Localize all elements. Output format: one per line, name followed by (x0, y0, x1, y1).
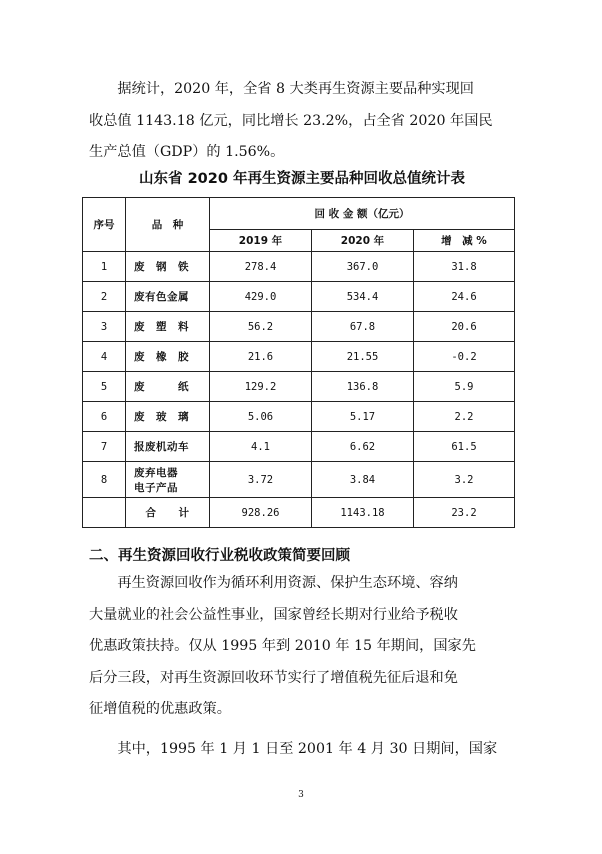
cell-change: 5.9 (414, 372, 515, 402)
cell-change: 31.8 (414, 252, 515, 282)
text-line: 后分三段，对再生资源回收环节实行了增值税先征后退和免 (89, 669, 458, 686)
cell-category-line: 废弃电器 (134, 466, 178, 479)
cell-total-label: 合 计 (126, 498, 210, 528)
cell-2019: 21.6 (210, 342, 312, 372)
text-line: 生产总值（GDP）的 1.56%。 (89, 144, 285, 160)
table-row (83, 312, 515, 342)
cell-change: -0.2 (414, 342, 515, 372)
cell-2019: 429.0 (210, 282, 312, 312)
section2-paragraph-2 (89, 734, 515, 766)
header-2020: 2020 年 (312, 230, 414, 252)
cell-2020: 136.8 (312, 372, 414, 402)
cell-index: 8 (83, 462, 126, 498)
table-row (83, 402, 515, 432)
cell-category: 废 塑 料 (126, 312, 210, 342)
cell-2019: 278.4 (210, 252, 312, 282)
cell-category: 废有色金属 (126, 282, 210, 312)
table-row (83, 432, 515, 462)
text-line: 收总值 1143.18 亿元，同比增长 23.2%，占全省 2020 年国民 (89, 112, 493, 129)
cell-category: 废 橡 胶 (126, 342, 210, 372)
section-heading: 二、再生资源回收行业税收政策简要回顾 (89, 548, 350, 564)
cell-2019: 4.1 (210, 432, 312, 462)
table-row (83, 462, 515, 498)
cell-2019: 928.26 (210, 498, 312, 528)
cell-2019: 56.2 (210, 312, 312, 342)
header-amount-group: 回 收 金 额（亿元） (210, 198, 515, 230)
section2-paragraph (89, 568, 515, 726)
cell-index: 5 (83, 372, 126, 402)
statistics-table (82, 197, 515, 528)
table-row (83, 252, 515, 282)
table-header-row (83, 198, 515, 230)
cell-change: 3.2 (414, 462, 515, 498)
cell-2020: 3.84 (312, 462, 414, 498)
header-2019: 2019 年 (210, 230, 312, 252)
cell-change: 20.6 (414, 312, 515, 342)
table-caption: 山东省 2020 年再生资源主要品种回收总值统计表 (139, 171, 465, 187)
cell-index: 1 (83, 252, 126, 282)
cell-change: 2.2 (414, 402, 515, 432)
header-category: 品 种 (126, 198, 210, 252)
text-line: 再生资源回收作为循环利用资源、保护生态环境、容纳 (89, 575, 458, 591)
page-number: 3 (298, 790, 304, 800)
text-line: 其中，1995 年 1 月 1 日至 2001 年 4 月 30 日期间，国家 (89, 741, 498, 757)
cell-2020: 5.17 (312, 402, 414, 432)
cell-category-line: 电子产品 (134, 481, 178, 494)
text-line: 征增值税的优惠政策。 (89, 701, 231, 717)
text-line: 优惠政策扶持。仅从 1995 年到 2010 年 15 年期间，国家先 (89, 638, 476, 654)
header-change: 增 减 % (414, 230, 515, 252)
cell-category (126, 462, 210, 498)
text-line: 大量就业的社会公益性事业，国家曾经长期对行业给予税收 (89, 606, 458, 623)
cell-index: 6 (83, 402, 126, 432)
cell-index: 7 (83, 432, 126, 462)
text-line: 据统计，2020 年，全省 8 大类再生资源主要品种实现回 (89, 81, 474, 97)
cell-category: 废 纸 (126, 372, 210, 402)
header-index: 序号 (83, 198, 126, 252)
cell-change: 61.5 (414, 432, 515, 462)
table-total-row (83, 498, 515, 528)
cell-2020: 534.4 (312, 282, 414, 312)
cell-2020: 367.0 (312, 252, 414, 282)
intro-paragraph (89, 74, 515, 169)
cell-index: 3 (83, 312, 126, 342)
cell-index: 2 (83, 282, 126, 312)
cell-category: 报废机动车 (126, 432, 210, 462)
cell-2019: 3.72 (210, 462, 312, 498)
cell-2020: 1143.18 (312, 498, 414, 528)
cell-category: 废 玻 璃 (126, 402, 210, 432)
cell-category: 废 钢 铁 (126, 252, 210, 282)
cell-2020: 6.62 (312, 432, 414, 462)
cell-index: 4 (83, 342, 126, 372)
cell-2020: 21.55 (312, 342, 414, 372)
table-row (83, 282, 515, 312)
cell-change: 24.6 (414, 282, 515, 312)
table-row (83, 342, 515, 372)
cell-2019: 5.06 (210, 402, 312, 432)
cell-index (83, 498, 126, 528)
table-row (83, 372, 515, 402)
cell-2019: 129.2 (210, 372, 312, 402)
cell-2020: 67.8 (312, 312, 414, 342)
cell-change: 23.2 (414, 498, 515, 528)
